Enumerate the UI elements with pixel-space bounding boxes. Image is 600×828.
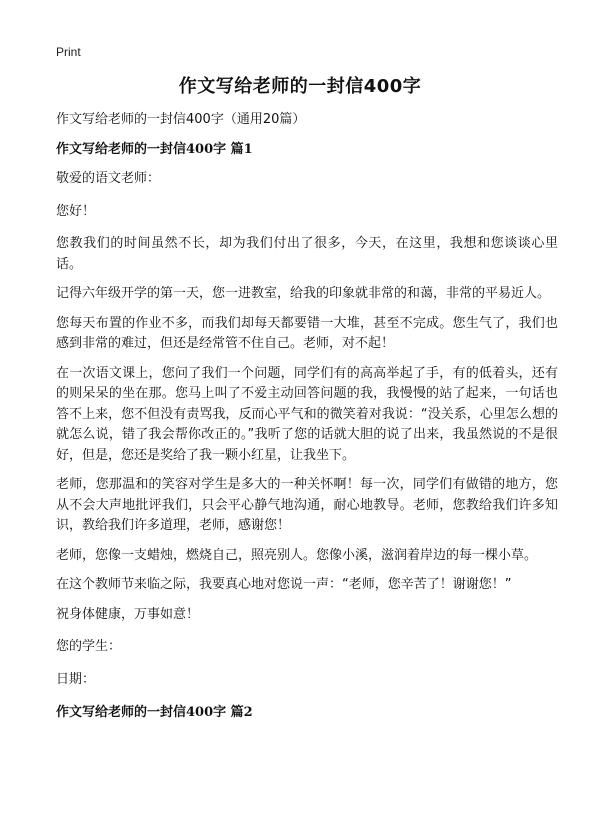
paragraph: 老师，您那温和的笑容对学生是多大的一种关怀啊！每一次，同学们有做错的地方，您从不会大声地批评我们，只会平心静气地沟通，耐心地教导。老师，您教给我们许多知识，教给我们许多道理，老师，感谢您！ [56,477,558,533]
section-heading-1: 作文写给老师的一封信400字 篇1 [56,142,253,157]
section-heading-2: 作文写给老师的一封信400字 篇2 [56,705,253,720]
document-subtitle: 作文写给老师的一封信400字（通用20篇） [56,112,306,127]
paragraph-date: 日期： [56,671,96,687]
paragraph-signature: 您的学生： [56,639,122,654]
print-label: Print [56,45,81,59]
paragraph-salutation: 敬爱的语文老师： [56,171,161,186]
paragraph: 记得六年级开学的第一天，您一进教室，给我的印象就非常的和蔼，非常的平易近人。 [56,286,551,301]
paragraph-wishes: 祝身体健康，万事如意！ [56,606,200,622]
paragraph: 在一次语文课上，您问了我们一个问题，同学们有的高高举起了手，有的低着头，还有的则呆呆的坐在那。您马上叫了不爱主动回答问题的我，我慢慢的站了起来，一句话也答不上来，您不但没有责骂我，反而心平气和的微笑着对我说：“没关系，心里怎么想的就怎么说，错了我会帮你改正的。”我听了您的话就大胆的说了出来，我虽然说的不是很好，但是，您还是奖给了我一颗小红星，让我坐下。 [56,365,558,463]
paragraph: 老师，您像一支蜡烛，燃烧自己，照亮别人。您像小溪，滋润着岸边的每一棵小草。 [56,547,538,563]
document-title: 作文写给老师的一封信400字 [178,76,422,97]
paragraph: 您教我们的时间虽然不长，却为我们付出了很多，今天，在这里，我想和您谈谈心里话。 [56,236,558,272]
paragraph: 在这个教师节来临之际，我要真心地对您说一声：“老师，您辛苦了！谢谢您！” [56,577,512,592]
paragraph-greeting: 您好！ [56,203,96,219]
paragraph: 您每天布置的作业不多，而我们却每天都要错一大堆，甚至不完成。您生气了，我们也感到非常的难过，但还是经常管不住自己。老师，对不起！ [56,315,558,351]
